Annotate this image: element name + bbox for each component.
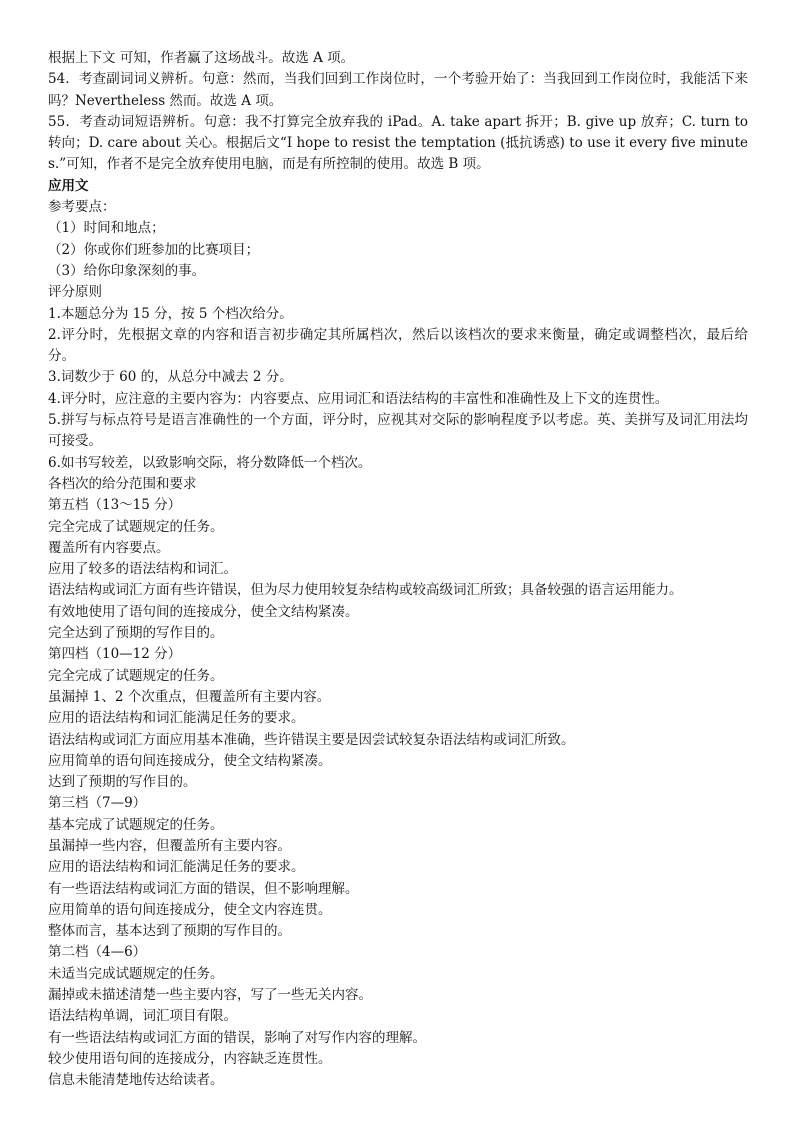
text-line: 信息未能清楚地传达给读者。 xyxy=(48,1072,224,1089)
text-line: 4.评分时，应注意的主要内容为：内容要点、应用词汇和语法结构的丰富性和准确性及上下文的连贯性。 xyxy=(48,390,669,407)
text-line: 应用简单的语句间连接成分，使全文内容连贯。 xyxy=(48,901,332,918)
text-line: 各档次的给分范围和要求 xyxy=(48,475,197,492)
text-line: （2）你或你们班参加的比赛项目； xyxy=(48,241,260,258)
text-line: 有一些语法结构或词汇方面的错误，但不影响理解。 xyxy=(48,880,359,897)
text-line: 应用的语法结构和词汇能满足任务的要求。 xyxy=(48,859,305,876)
text-line: 55．考查动词短语辨析。句意：我不打算完全放弃我的 iPad。A. take apart 拆开；B. give up 放弃；C. turn to 转向；D. care about 关心。根据后文“I hope to resist the temptation (抵抗诱惑) to use it every five minutes.”可知，作者不是完全放弃使用电脑，而是有所控制的使用。故选 B 项。 xyxy=(48,113,748,173)
text-line: 整体而言，基本达到了预期的写作目的。 xyxy=(48,923,291,940)
text-line: 语法结构单调，词汇项目有限。 xyxy=(48,1008,237,1025)
text-line: 基本完成了试题规定的任务。 xyxy=(48,816,224,833)
text-line: 第五档（13～15 分） xyxy=(48,497,182,514)
text-line: 54．考查副词词义辨析。句意：然而，当我们回到工作岗位时，一个考验开始了：当我回到工作岗位时，我能活下来吗？Nevertheless 然而。故选 A 项。 xyxy=(48,71,748,109)
text-line: 1.本题总分为 15 分，按 5 个档次给分。 xyxy=(48,305,293,322)
text-line: 3.词数少于 60 的，从总分中减去 2 分。 xyxy=(48,369,293,386)
text-line: 应用了较多的语法结构和词汇。 xyxy=(48,561,237,578)
text-line: 虽漏掉 1、2 个次重点，但覆盖所有主要内容。 xyxy=(48,688,331,705)
text-line: 第三档（7—9） xyxy=(48,795,147,812)
text-line: 应用简单的语句间连接成分，使全文结构紧凑。 xyxy=(48,752,332,769)
text-line: 根据上下文 可知，作者赢了这场战斗。故选 A 项。 xyxy=(48,50,355,66)
text-line: 应用的语法结构和词汇能满足任务的要求。 xyxy=(48,710,305,727)
text-line: 未适当完成试题规定的任务。 xyxy=(48,965,224,982)
document-page xyxy=(48,48,748,1092)
text-line: 第四档（10—12 分） xyxy=(48,646,182,663)
text-line: 完全达到了预期的写作目的。 xyxy=(48,625,224,642)
text-line: 覆盖所有内容要点。 xyxy=(48,539,170,556)
text-line: 较少使用语句间的连接成分，内容缺乏连贯性。 xyxy=(48,1050,332,1067)
text-line: 完全完成了试题规定的任务。 xyxy=(48,667,224,684)
section-heading: 应用文 xyxy=(48,177,89,194)
text-line: 达到了预期的写作目的。 xyxy=(48,774,197,791)
text-line: 虽漏掉一些内容，但覆盖所有主要内容。 xyxy=(48,837,291,854)
text-line: 参考要点： xyxy=(48,199,116,216)
text-line: （1）时间和地点； xyxy=(48,220,165,237)
text-line: 6.如书写较差，以致影响交际，将分数降低一个档次。 xyxy=(48,454,372,471)
text-line: 2.评分时，先根据文章的内容和语言初步确定其所属档次，然后以该档次的要求来衡量，确定或调整档次，最后给分。 xyxy=(48,326,748,365)
text-line: 评分原则 xyxy=(48,284,102,301)
text-line: 漏掉或未描述清楚一些主要内容，写了一些无关内容。 xyxy=(48,987,372,1004)
text-line: 5.拼写与标点符号是语言准确性的一个方面，评分时，应视其对交际的影响程度予以考虑。英、美拼写及词汇用法均可接受。 xyxy=(48,412,748,450)
text-line: 语法结构或词汇方面有些许错误，但为尽力使用较复杂结构或较高级词汇所致；具备较强的语言运用能力。 xyxy=(48,582,683,599)
text-line: 有效地使用了语句间的连接成分，使全文结构紧凑。 xyxy=(48,603,359,620)
text-line: 完全完成了试题规定的任务。 xyxy=(48,518,224,535)
text-line: 语法结构或词汇方面应用基本准确，些许错误主要是因尝试较复杂语法结构或词汇所致。 xyxy=(48,731,575,748)
text-line: 第二档（4—6） xyxy=(48,944,147,961)
text-line: 有一些语法结构或词汇方面的错误，影响了对写作内容的理解。 xyxy=(48,1029,426,1046)
text-line: （3）给你印象深刻的事。 xyxy=(48,262,206,279)
